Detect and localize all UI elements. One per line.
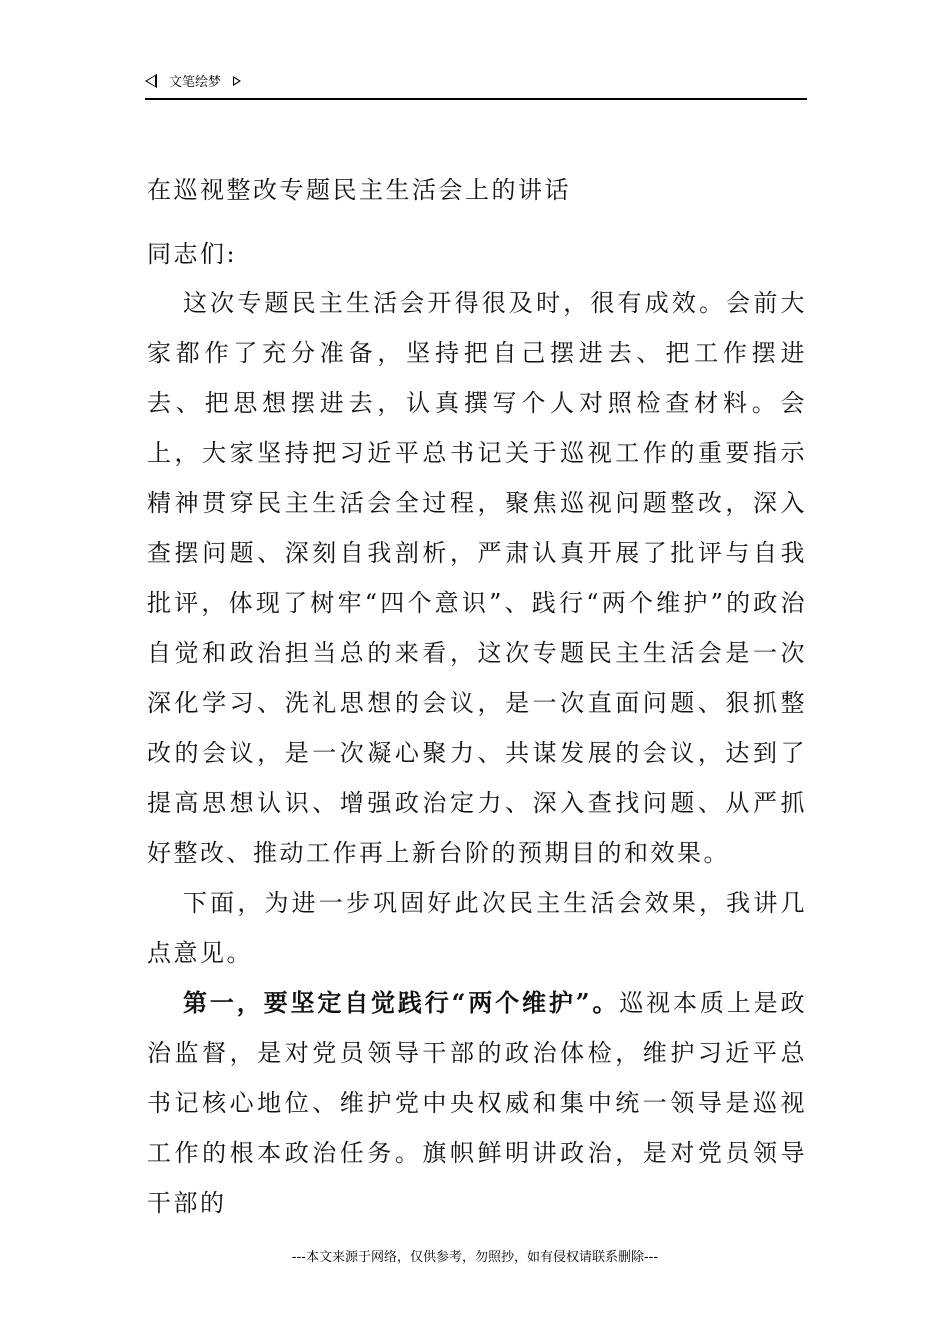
document-body bbox=[147, 170, 807, 1228]
point-1-body: 巡视本质上是政治监督，是对党员领导干部的政治体检，维护习近平总书记核心地位、维护党中央权威和集中统一领导是巡视工作的根本政治任务。旗帜鲜明讲政治，是对党员领导干部的 bbox=[147, 989, 808, 1217]
document-title: 在巡视整改专题民主生活会上的讲话 bbox=[147, 176, 571, 204]
page-header bbox=[145, 70, 807, 100]
point-1-heading: 第一，要坚定自觉践行“两个维护”。 bbox=[183, 988, 620, 1017]
salutation: 同志们: bbox=[147, 240, 238, 268]
header-title: 文笔绘梦 bbox=[169, 75, 222, 90]
triangle-left-icon bbox=[145, 74, 157, 88]
footer-disclaimer: ---本文来源于网络，仅供参考，勿照抄，如有侵权请联系删除--- bbox=[291, 1250, 659, 1265]
triangle-right-icon bbox=[233, 76, 241, 86]
paragraph-3 bbox=[147, 978, 807, 1228]
paragraph-2: 下面，为进一步巩固好此次民主生活会效果，我讲几点意见。 bbox=[147, 889, 807, 967]
paragraph-1: 这次专题民主生活会开得很及时，很有成效。会前大家都作了充分准备，坚持把自己摆进去、把工作摆进去、把思想摆进去，认真撰写个人对照检查材料。会上，大家坚持把习近平总书记关于巡视工作的重要指示精神贯穿民主生活会全过程，聚焦巡视问题整改，深入查摆问题、深刻自我剖析，严肃认真开展了批评与自我批评，体现了树牢“四个意识”、践行“两个维护”的政治自觉和政治担当总的来看，这次专题民主生活会是一次深化学习、洗礼思想的会议，是一次直面问题、狠抓整改的会议，是一次凝心聚力、共谋发展的会议，达到了提高思想认识、增强政治定力、深入查找问题、从严抓好整改、推动工作再上新台阶的预期目的和效果。 bbox=[147, 289, 807, 867]
